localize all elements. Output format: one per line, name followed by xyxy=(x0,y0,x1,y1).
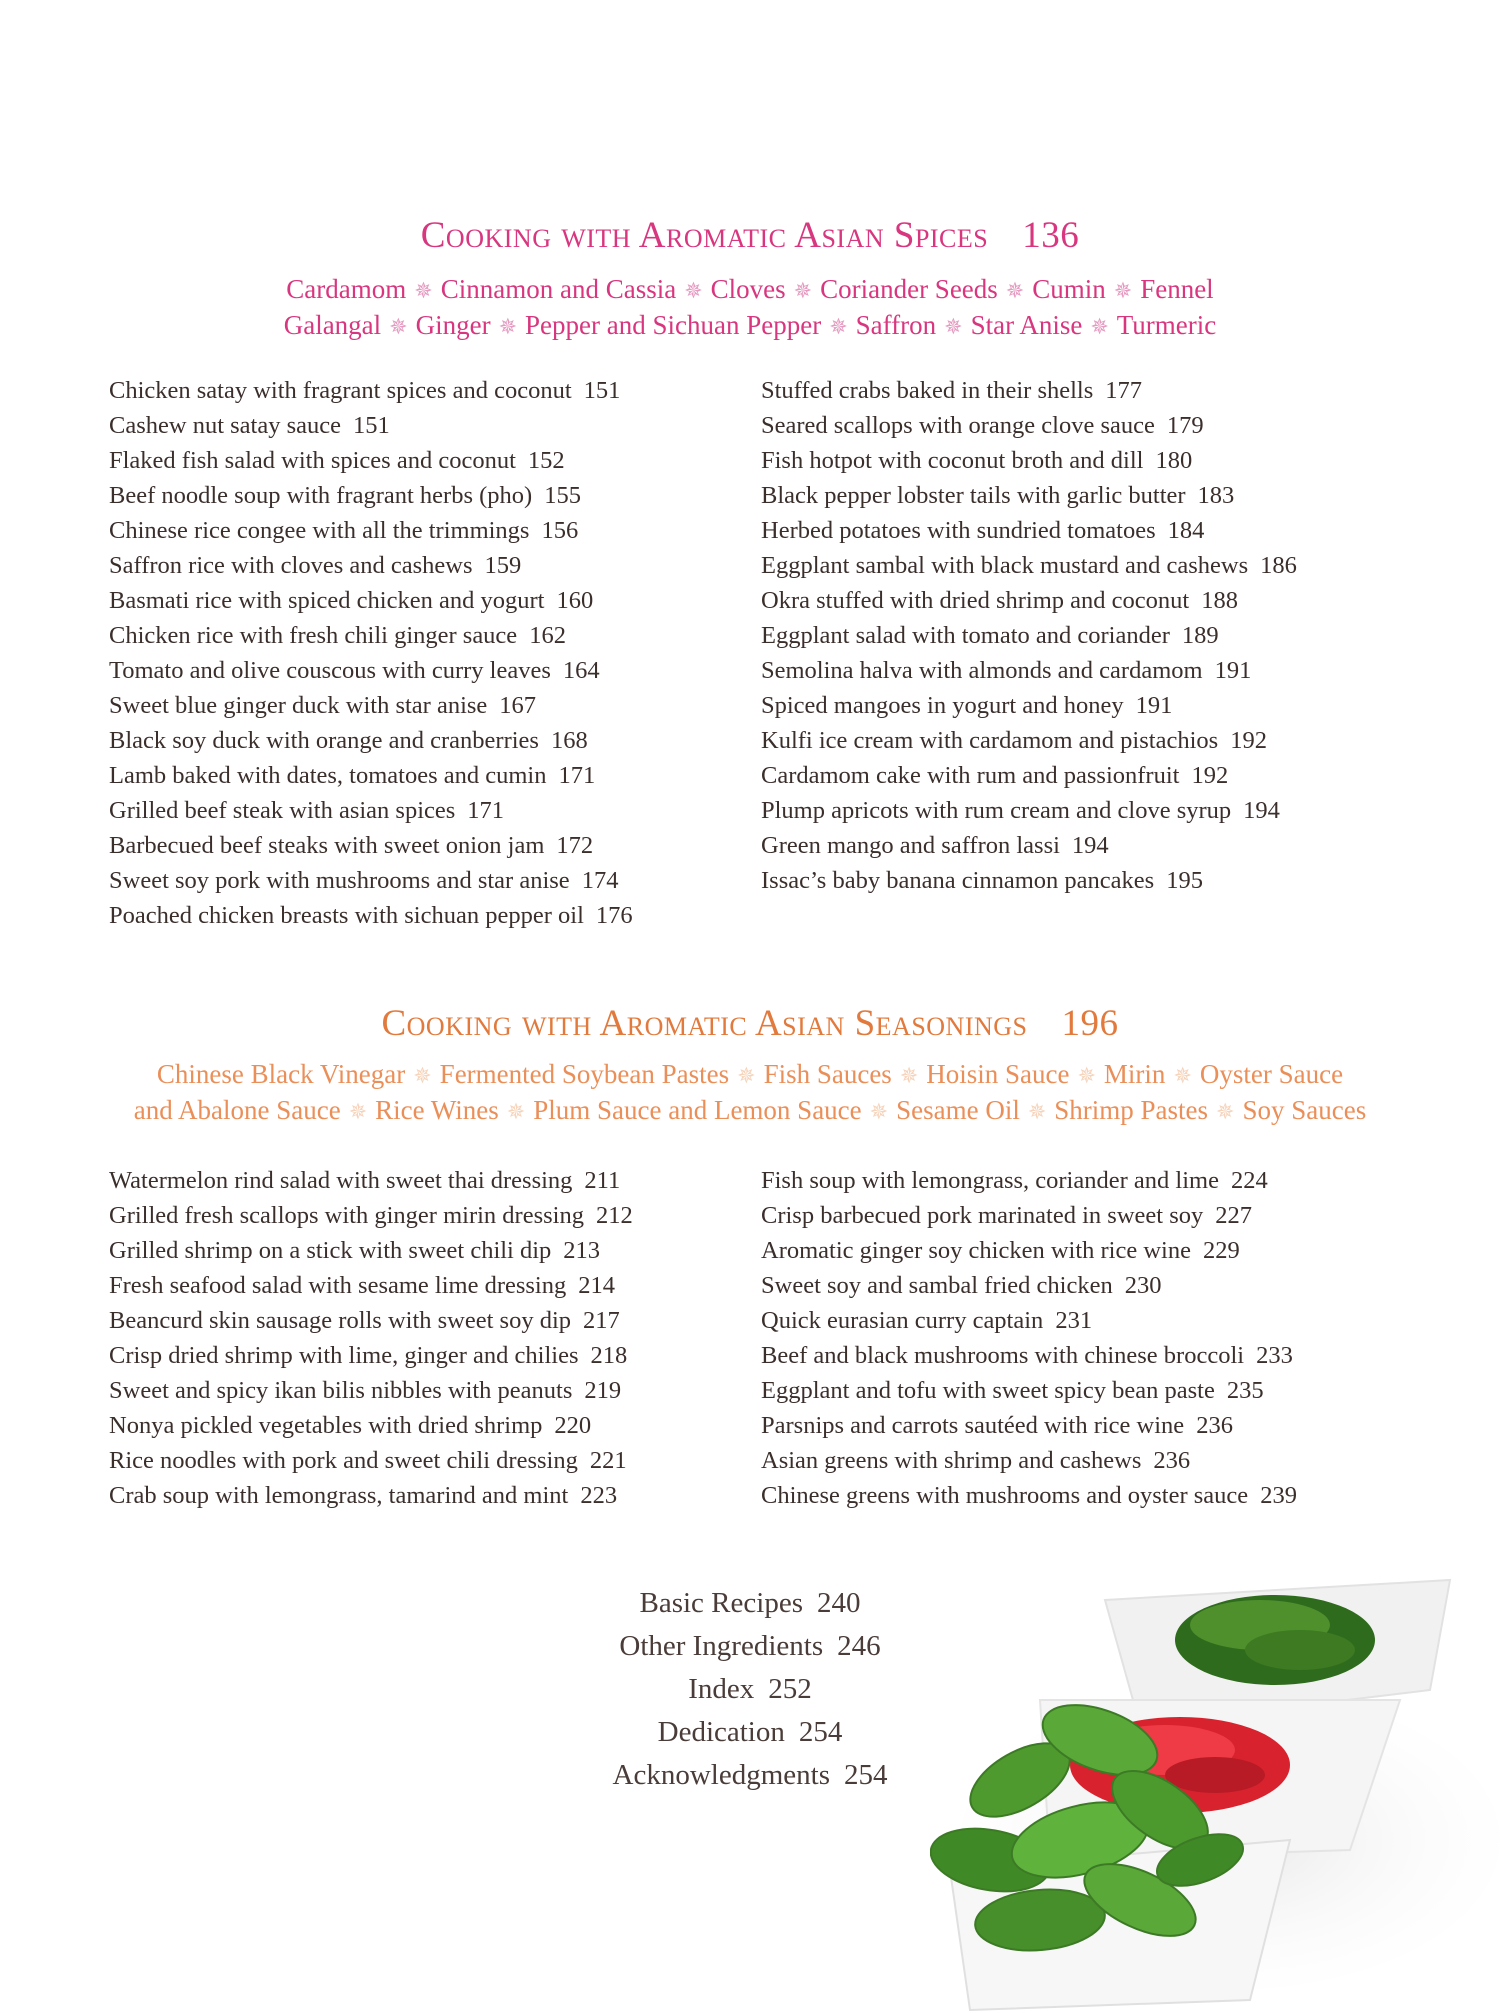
toc-entry-page: 214 xyxy=(578,1272,615,1299)
toc-entry xyxy=(761,1268,1297,1303)
toc-entry xyxy=(109,1233,633,1268)
toc-entry-page: 221 xyxy=(589,1447,627,1474)
toc-entry-page: 180 xyxy=(1155,447,1193,474)
toc-entry-title: Chinese greens with mushrooms and oyster sauce xyxy=(761,1482,1249,1509)
toc-entry xyxy=(761,793,1297,828)
seasonings-recipes-right xyxy=(761,1163,1297,1513)
toc-entry-title: Issac’s baby banana cinnamon pancakes xyxy=(761,867,1155,894)
seasonings-list xyxy=(0,1057,1500,1129)
toc-entry-title: Rice noodles with pork and sweet chili dressing xyxy=(109,1447,578,1474)
toc-entry-title: Tomato and olive couscous with curry leaves xyxy=(109,657,551,684)
toc-entry-page: 177 xyxy=(1105,377,1143,404)
toc-entry xyxy=(761,863,1297,898)
ingredient-name: Fish Sauces xyxy=(763,1059,892,1089)
toc-entry xyxy=(109,688,633,723)
spices-section-title xyxy=(0,214,1500,257)
asterisk-separator-icon: ✵ xyxy=(899,1063,919,1088)
seasonings-line-1 xyxy=(0,1057,1500,1093)
toc-entry-title: Dedication xyxy=(657,1716,785,1748)
toc-entry-title: Eggplant sambal with black mustard and cashews xyxy=(761,552,1249,579)
toc-entry xyxy=(109,828,633,863)
toc-entry-page: 217 xyxy=(583,1307,620,1334)
ingredient-name: Hoisin Sauce xyxy=(926,1059,1070,1089)
toc-entry-title: Crisp barbecued pork marinated in sweet soy xyxy=(761,1202,1204,1229)
toc-entry xyxy=(761,1303,1297,1338)
spices-recipes-left xyxy=(109,373,633,933)
toc-entry-page: 218 xyxy=(590,1342,628,1369)
ingredient-name: Fermented Soybean Pastes xyxy=(439,1059,730,1089)
toc-entry-title: Black soy duck with orange and cranberries xyxy=(109,727,539,754)
toc-entry-page: 235 xyxy=(1226,1377,1264,1404)
spices-title-page: 136 xyxy=(1022,215,1080,256)
toc-entry-title: Spiced mangoes in yogurt and honey xyxy=(761,692,1124,719)
asterisk-separator-icon: ✵ xyxy=(684,278,703,303)
toc-entry-title: Beef and black mushrooms with chinese broccoli xyxy=(761,1342,1245,1369)
toc-entry-title: Saffron rice with cloves and cashews xyxy=(109,552,473,579)
asterisk-separator-icon: ✵ xyxy=(498,314,518,339)
toc-entry-title: Fish soup with lemongrass, coriander and lime xyxy=(761,1167,1219,1194)
asterisk-separator-icon: ✵ xyxy=(1005,278,1025,303)
toc-entry xyxy=(0,1711,1500,1754)
asterisk-separator-icon: ✵ xyxy=(1113,278,1133,303)
spices-line-1 xyxy=(0,272,1500,308)
asterisk-separator-icon: ✵ xyxy=(829,314,848,339)
toc-entry xyxy=(109,898,633,933)
toc-entry-title: Asian greens with shrimp and cashews xyxy=(761,1447,1142,1474)
toc-entry-page: 233 xyxy=(1256,1342,1293,1369)
toc-entry-page: 231 xyxy=(1055,1307,1093,1334)
seasonings-title-text: Cooking with Aromatic Asian Seasonings xyxy=(381,1003,1028,1044)
toc-entry-title: Parsnips and carrots sautéed with rice wine xyxy=(761,1412,1185,1439)
toc-entry-title: Acknowledgments xyxy=(612,1759,830,1791)
toc-entry-title: Basmati rice with spiced chicken and yogurt xyxy=(109,587,545,614)
ingredient-name: and Abalone Sauce xyxy=(133,1095,341,1125)
toc-entry-page: 184 xyxy=(1167,517,1205,544)
ingredient-name: Oyster Sauce xyxy=(1199,1059,1344,1089)
toc-entry-title: Crab soup with lemongrass, tamarind and mint xyxy=(109,1482,569,1509)
toc-entry-page: 164 xyxy=(562,657,600,684)
asterisk-separator-icon: ✵ xyxy=(944,314,963,339)
toc-entry xyxy=(109,583,633,618)
toc-entry-title: Okra stuffed with dried shrimp and coconut xyxy=(761,587,1190,614)
toc-entry-title: Black pepper lobster tails with garlic butter xyxy=(761,482,1186,509)
toc-entry-title: Barbecued beef steaks with sweet onion jam xyxy=(109,832,545,859)
seasonings-recipes-left xyxy=(109,1163,633,1513)
toc-entry-page: 151 xyxy=(583,377,621,404)
toc-entry-page: 152 xyxy=(527,447,565,474)
toc-entry-page: 229 xyxy=(1202,1237,1240,1264)
toc-entry-title: Chinese rice congee with all the trimmings xyxy=(109,517,530,544)
toc-entry xyxy=(109,373,633,408)
asterisk-separator-icon: ✵ xyxy=(348,1099,368,1124)
toc-entry xyxy=(109,618,633,653)
toc-entry-title: Cashew nut satay sauce xyxy=(109,412,341,439)
toc-entry-page: 236 xyxy=(1153,1447,1191,1474)
toc-entry-title: Grilled shrimp on a stick with sweet chili dip xyxy=(109,1237,552,1264)
toc-entry xyxy=(109,1373,633,1408)
ingredient-name: Pepper and Sichuan Pepper xyxy=(525,310,822,340)
toc-entry-page: 159 xyxy=(484,552,522,579)
toc-entry xyxy=(761,443,1297,478)
toc-entry-page: 254 xyxy=(843,1759,888,1791)
toc-entry xyxy=(761,1443,1297,1478)
toc-entry-title: Watermelon rind salad with sweet thai dressing xyxy=(109,1167,573,1194)
ingredient-name: Galangal xyxy=(283,310,382,340)
ingredient-name: Coriander Seeds xyxy=(820,274,998,304)
toc-entry-page: 191 xyxy=(1214,657,1252,684)
toc-entry-page: 223 xyxy=(580,1482,618,1509)
toc-entry-page: 240 xyxy=(816,1587,861,1619)
toc-entry xyxy=(109,408,633,443)
toc-entry-page: 213 xyxy=(563,1237,601,1264)
toc-entry-title: Beancurd skin sausage rolls with sweet soy dip xyxy=(109,1307,572,1334)
toc-entry-title: Nonya pickled vegetables with dried shrimp xyxy=(109,1412,543,1439)
toc-entry-page: 254 xyxy=(798,1716,843,1748)
toc-entry-page: 167 xyxy=(499,692,537,719)
toc-entry-page: 168 xyxy=(550,727,588,754)
asterisk-separator-icon: ✵ xyxy=(793,278,813,303)
toc-entry xyxy=(109,1303,633,1338)
toc-entry xyxy=(761,618,1297,653)
toc-entry-title: Eggplant salad with tomato and coriander xyxy=(761,622,1170,649)
toc-entry-title: Other Ingredients xyxy=(619,1630,824,1662)
asterisk-separator-icon: ✵ xyxy=(869,1099,889,1124)
toc-entry-page: 179 xyxy=(1166,412,1204,439)
toc-entry-title: Green mango and saffron lassi xyxy=(761,832,1060,859)
toc-entry-title: Flaked fish salad with spices and coconut xyxy=(109,447,516,474)
toc-entry-title: Sweet soy and sambal fried chicken xyxy=(761,1272,1113,1299)
toc-entry-page: 155 xyxy=(544,482,581,509)
toc-entry-page: 176 xyxy=(595,902,633,929)
ingredient-name: Rice Wines xyxy=(375,1095,499,1125)
ingredient-name: Cinnamon and Cassia xyxy=(440,274,677,304)
asterisk-separator-icon: ✵ xyxy=(1027,1099,1047,1124)
ingredient-name: Cumin xyxy=(1032,274,1106,304)
asterisk-separator-icon: ✵ xyxy=(389,314,408,339)
toc-entry-title: Cardamom cake with rum and passionfruit xyxy=(761,762,1180,789)
toc-entry-page: 186 xyxy=(1260,552,1297,579)
toc-entry-title: Sweet soy pork with mushrooms and star anise xyxy=(109,867,570,894)
toc-entry-title: Stuffed crabs baked in their shells xyxy=(761,377,1094,404)
toc-entry-page: 189 xyxy=(1181,622,1219,649)
asterisk-separator-icon: ✵ xyxy=(414,278,433,303)
asterisk-separator-icon: ✵ xyxy=(1077,1063,1096,1088)
toc-entry xyxy=(109,758,633,793)
toc-entry xyxy=(761,688,1297,723)
toc-entry xyxy=(109,793,633,828)
toc-entry xyxy=(109,548,633,583)
toc-entry-page: 151 xyxy=(353,412,390,439)
toc-entry-title: Grilled beef steak with asian spices xyxy=(109,797,456,824)
ingredient-name: Plum Sauce and Lemon Sauce xyxy=(533,1095,862,1125)
toc-entry xyxy=(109,1408,633,1443)
toc-entry xyxy=(761,373,1297,408)
toc-entry-page: 171 xyxy=(558,762,596,789)
spices-list xyxy=(0,272,1500,344)
toc-entry-page: 239 xyxy=(1260,1482,1297,1509)
seasonings-line-2 xyxy=(0,1093,1500,1129)
toc-entry-title: Seared scallops with orange clove sauce xyxy=(761,412,1155,439)
toc-entry-title: Aromatic ginger soy chicken with rice wine xyxy=(761,1237,1191,1264)
toc-entry xyxy=(0,1668,1500,1711)
toc-entry xyxy=(761,758,1297,793)
toc-entry-title: Sweet and spicy ikan bilis nibbles with peanuts xyxy=(109,1377,573,1404)
back-matter-list xyxy=(0,1582,1500,1797)
seasonings-section-title xyxy=(0,1002,1500,1045)
toc-entry-page: 192 xyxy=(1191,762,1229,789)
ingredient-name: Turmeric xyxy=(1116,310,1217,340)
toc-entry-page: 183 xyxy=(1197,482,1235,509)
toc-entry-title: Poached chicken breasts with sichuan pepper oil xyxy=(109,902,584,929)
toc-entry xyxy=(109,443,633,478)
toc-entry-page: 172 xyxy=(556,832,594,859)
toc-entry-page: 191 xyxy=(1135,692,1173,719)
toc-entry xyxy=(761,408,1297,443)
toc-entry-page: 188 xyxy=(1201,587,1238,614)
toc-entry-title: Lamb baked with dates, tomatoes and cumin xyxy=(109,762,547,789)
toc-entry xyxy=(109,1268,633,1303)
toc-entry xyxy=(761,1373,1297,1408)
spices-line-2 xyxy=(0,308,1500,344)
toc-entry-page: 162 xyxy=(529,622,566,649)
ingredient-name: Fennel xyxy=(1140,274,1214,304)
asterisk-separator-icon: ✵ xyxy=(737,1063,756,1088)
toc-entry-title: Fish hotpot with coconut broth and dill xyxy=(761,447,1144,474)
toc-entry xyxy=(761,478,1297,513)
toc-entry-page: 230 xyxy=(1124,1272,1162,1299)
toc-entry xyxy=(761,1338,1297,1373)
ingredient-name: Cardamom xyxy=(286,274,407,304)
toc-entry-title: Quick eurasian curry captain xyxy=(761,1307,1044,1334)
toc-entry-title: Beef noodle soup with fragrant herbs (pho) xyxy=(109,482,533,509)
toc-entry-page: 160 xyxy=(556,587,594,614)
toc-entry-page: 194 xyxy=(1243,797,1280,824)
toc-entry-page: 227 xyxy=(1215,1202,1252,1229)
toc-entry xyxy=(109,1443,633,1478)
toc-entry xyxy=(109,1198,633,1233)
spices-recipes-right xyxy=(761,373,1297,898)
toc-entry xyxy=(109,1478,633,1513)
toc-entry-title: Chicken rice with fresh chili ginger sauce xyxy=(109,622,518,649)
toc-entry-page: 224 xyxy=(1230,1167,1268,1194)
ingredient-name: Cloves xyxy=(710,274,786,304)
toc-entry-title: Crisp dried shrimp with lime, ginger and chilies xyxy=(109,1342,579,1369)
asterisk-separator-icon: ✵ xyxy=(1173,1063,1192,1088)
toc-entry-page: 194 xyxy=(1071,832,1109,859)
asterisk-separator-icon: ✵ xyxy=(1216,1099,1235,1124)
toc-entry-page: 212 xyxy=(595,1202,633,1229)
ingredient-name: Star Anise xyxy=(970,310,1083,340)
toc-entry xyxy=(109,478,633,513)
toc-entry xyxy=(761,1478,1297,1513)
toc-entry-page: 171 xyxy=(467,797,505,824)
toc-entry-title: Chicken satay with fragrant spices and coconut xyxy=(109,377,572,404)
toc-entry-page: 246 xyxy=(837,1630,881,1662)
toc-entry-page: 220 xyxy=(554,1412,592,1439)
toc-entry-title: Index xyxy=(688,1673,755,1705)
toc-entry xyxy=(761,1198,1297,1233)
toc-entry xyxy=(109,863,633,898)
toc-entry xyxy=(761,723,1297,758)
asterisk-separator-icon: ✵ xyxy=(506,1099,526,1124)
toc-entry-page: 236 xyxy=(1196,1412,1233,1439)
toc-entry xyxy=(761,653,1297,688)
toc-entry xyxy=(109,723,633,758)
toc-entry xyxy=(761,583,1297,618)
toc-entry xyxy=(109,653,633,688)
toc-entry-page: 195 xyxy=(1166,867,1203,894)
toc-entry xyxy=(109,1338,633,1373)
ingredient-name: Chinese Black Vinegar xyxy=(156,1059,406,1089)
toc-entry xyxy=(761,1163,1297,1198)
toc-entry-title: Sweet blue ginger duck with star anise xyxy=(109,692,488,719)
toc-entry-page: 174 xyxy=(581,867,619,894)
toc-entry-title: Fresh seafood salad with sesame lime dressing xyxy=(109,1272,567,1299)
toc-entry xyxy=(761,513,1297,548)
toc-entry xyxy=(0,1582,1500,1625)
toc-entry xyxy=(109,1163,633,1198)
ingredient-name: Saffron xyxy=(855,310,937,340)
toc-entry xyxy=(761,828,1297,863)
ingredient-name: Ginger xyxy=(415,310,491,340)
toc-entry-page: 192 xyxy=(1230,727,1267,754)
toc-entry-title: Eggplant and tofu with sweet spicy bean paste xyxy=(761,1377,1215,1404)
toc-entry-page: 219 xyxy=(584,1377,622,1404)
toc-entry xyxy=(761,548,1297,583)
toc-entry-page: 252 xyxy=(768,1673,812,1705)
toc-entry-title: Plump apricots with rum cream and clove syrup xyxy=(761,797,1232,824)
toc-entry xyxy=(0,1754,1500,1797)
toc-entry-title: Grilled fresh scallops with ginger mirin dressing xyxy=(109,1202,584,1229)
ingredient-name: Soy Sauces xyxy=(1242,1095,1367,1125)
toc-entry-page: 156 xyxy=(541,517,579,544)
asterisk-separator-icon: ✵ xyxy=(1090,314,1109,339)
seasonings-title-page: 196 xyxy=(1061,1003,1119,1044)
ingredient-name: Shrimp Pastes xyxy=(1054,1095,1209,1125)
toc-entry xyxy=(0,1625,1500,1668)
asterisk-separator-icon: ✵ xyxy=(413,1063,432,1088)
toc-entry xyxy=(761,1233,1297,1268)
toc-entry xyxy=(109,513,633,548)
toc-entry-page: 211 xyxy=(584,1167,621,1194)
toc-entry xyxy=(761,1408,1297,1443)
toc-entry-title: Semolina halva with almonds and cardamom xyxy=(761,657,1203,684)
ingredient-name: Sesame Oil xyxy=(896,1095,1020,1125)
toc-entry-title: Herbed potatoes with sundried tomatoes xyxy=(761,517,1156,544)
toc-entry-title: Kulfi ice cream with cardamom and pistachios xyxy=(761,727,1219,754)
spices-title-text: Cooking with Aromatic Asian Spices xyxy=(420,215,989,256)
ingredient-name: Mirin xyxy=(1103,1059,1166,1089)
toc-entry-title: Basic Recipes xyxy=(639,1587,803,1619)
